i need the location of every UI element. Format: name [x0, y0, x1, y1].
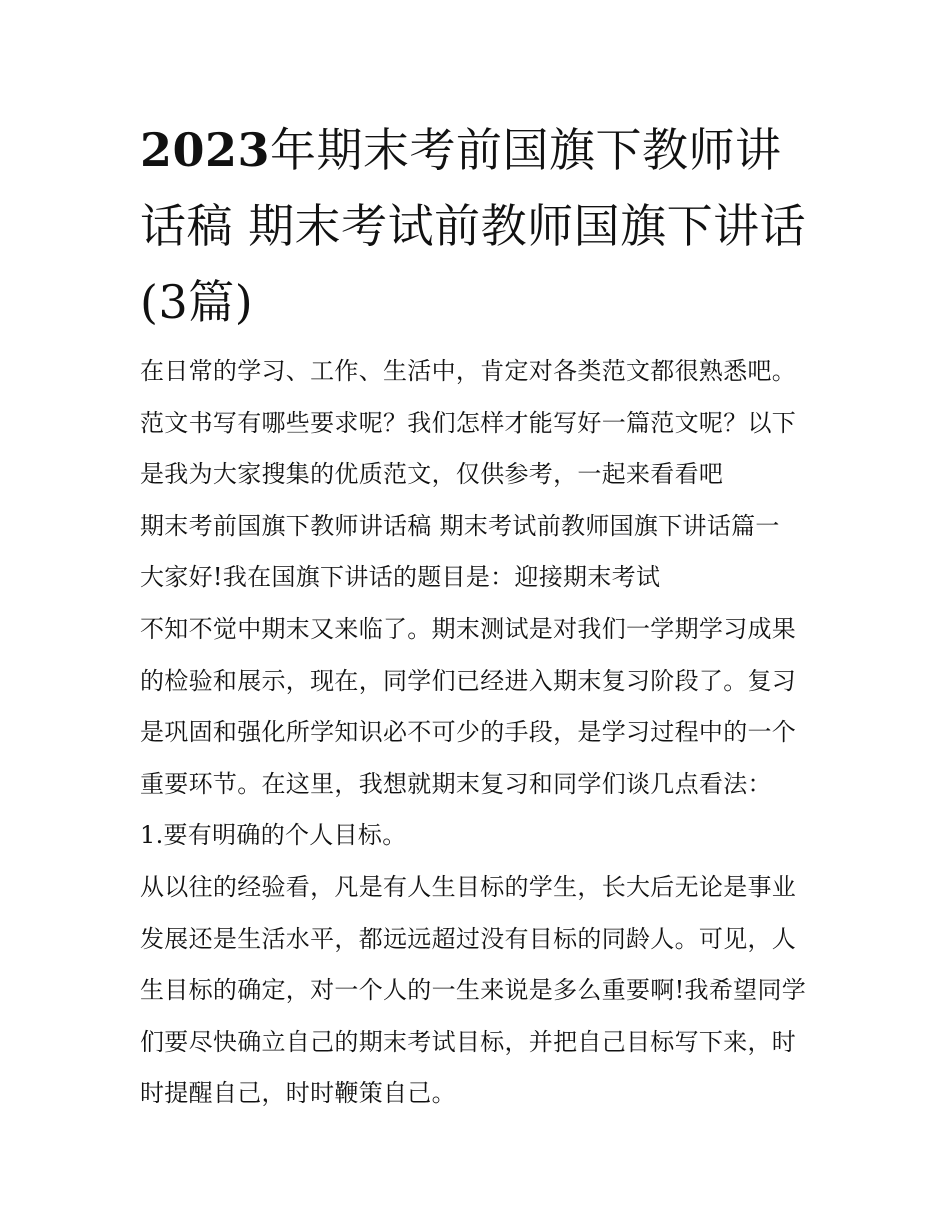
- document-body: [140, 346, 812, 1120]
- title-text: 年期末考前国旗下教师讲话稿 期末考试前教师国旗下讲话(3篇): [140, 123, 807, 329]
- intro-paragraph: 在日常的学习、工作、生活中，肯定对各类范文都很熟悉吧。范文书写有哪些要求呢？我们怎样才能写好一篇范文呢？以下是我为大家搜集的优质范文，仅供参考，一起来看看吧: [140, 357, 797, 489]
- greeting-paragraph: 大家好!我在国旗下讲话的题目是：迎接期末考试: [140, 563, 661, 592]
- section-heading: 期末考前国旗下教师讲话稿 期末考试前教师国旗下讲话篇一: [140, 511, 780, 540]
- body-paragraph: 不知不觉中期末又来临了。期末测试是对我们一学期学习成果的检验和展示，现在，同学们已经进入期末复习阶段了。复习是巩固和强化所学知识必不可少的手段，是学习过程中的一个重要环节。在这里，我想就期末复习和同学们谈几点看法：: [140, 614, 797, 798]
- point-heading: 1.要有明确的个人目标。: [140, 821, 407, 850]
- document-page: [140, 112, 812, 1120]
- body-paragraph: 从以往的经验看，凡是有人生目标的学生，长大后无论是事业发展还是生活水平，都远远超过没有目标的同龄人。可见，人生目标的确定，对一个人的一生来说是多么重要啊!我希望同学们要尽快确立自己的期末考试目标，并把自己目标写下来，时时提醒自己，时时鞭策自己。: [140, 872, 807, 1108]
- document-title: [140, 112, 812, 340]
- title-year: 2023: [140, 123, 271, 177]
